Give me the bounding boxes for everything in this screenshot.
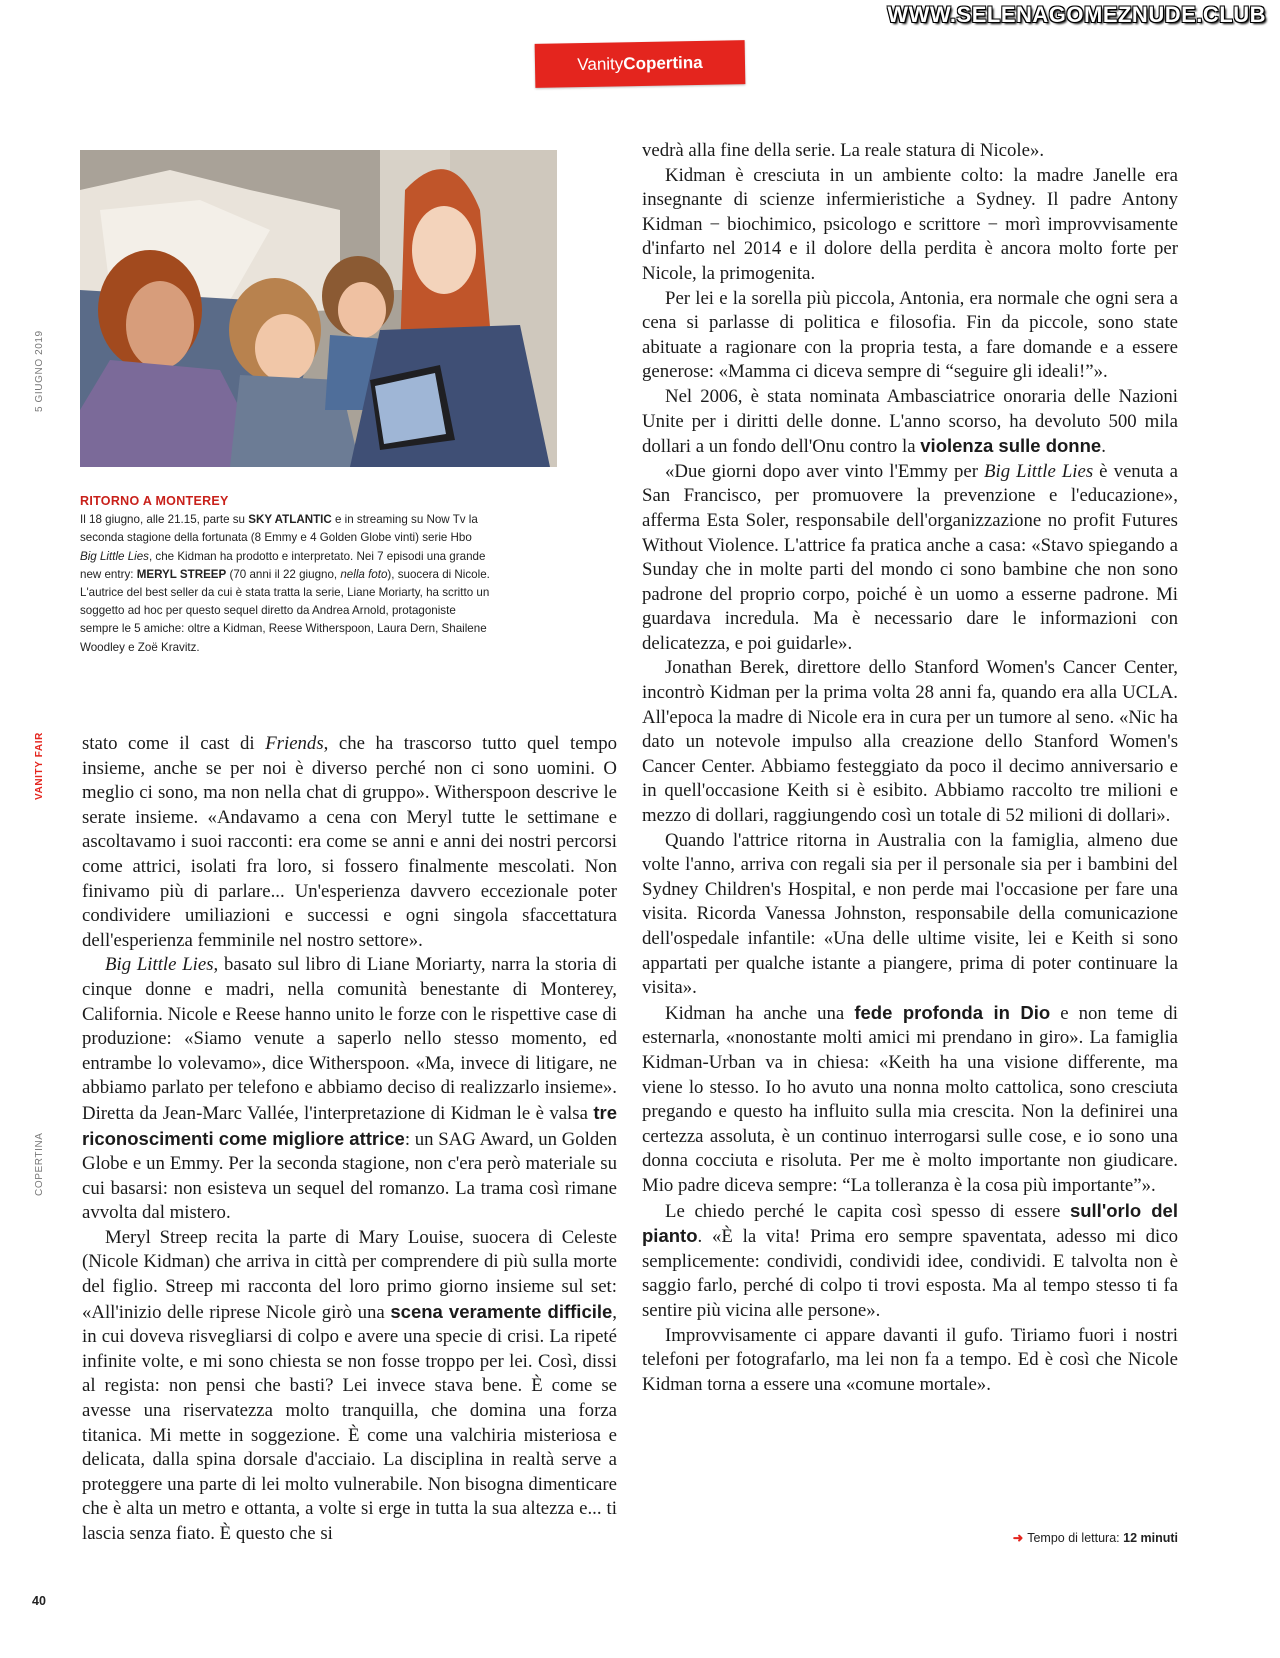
italic-title: Big Little Lies (105, 954, 214, 976)
paragraph-text: , in cui doveva risvegliarsi di colpo e avere una specie di crisi. La ripeté infinite volte, e mi sono chiesta se non fosse troppo per lei. Così, dissi al regista: non pensi che basti? Lei invece stava bene. È come se avesse una riservatezza molto tranquilla, che domina una forza titanica. Mi mette in soggezione. È come una valchiria misteriosa e delicata, dalla spina dorsale d'acciaio. La disciplina in realtà serve a proteggere una parte di lei molto vulnerabile. Non bisogna dimenticare che è alta un metro e ottanta, a volte si erge in tutta la sua altezza e... ti lascia senza fiato. È questo che si (82, 1301, 617, 1544)
paragraph-text: è venuta a San Francisco, per promuovere la prevenzione e l'educazione», afferma Esta Soler, responsabile dell'organizzazione no profit Futures Without Violence. L'attrice fa pratica anche a casa: «Stavo spiegando a Sunday che in molte parti del mondo ci sono bambine che non sono padrone del proprio corpo, poiché è un uomo a esserne padrone. Mi guardava incredula. Ma è necessario dare le informazioni con delicatezza, e poi guidarle». (642, 460, 1179, 654)
photo-caption (80, 492, 490, 657)
caption-text: (70 anni il 22 giugno, (226, 567, 341, 581)
paragraph (82, 1226, 617, 1547)
caption-channel: SKY ATLANTIC (248, 513, 332, 527)
paragraph: Kidman è cresciuta in un ambiente colto: la madre Janelle era insegnante di scienze infermieristiche a Sydney. Il padre Antony Kidman − biochimico, psicologo e scrittore − morì improvvisamente d'infarto nel 2014 e il dolore della perdita è ancora molto forte per Nicole, la primogenita. (642, 164, 1178, 284)
paragraph: Jonathan Berek, direttore dello Stanford Women's Cancer Center, incontrò Kidman per la prima volta 28 anni fa, quando era alla UCLA. All'epoca la madre di Nicole era in cura per un tumore al seno. «Nic ha dato un notevole impulso alla creazione dello Stanford Women's Cancer Center. Abbiamo festeggiato da poco il decimo anniversario e in quell'occasione Keith si è esibito. Abbiamo raccolto tre milioni e mezzo di dollari, raggiungendo così un totale di 52 milioni di dollari». (642, 657, 1178, 827)
paragraph (642, 1199, 1178, 1324)
paragraph-text: Kidman ha anche una (665, 1002, 855, 1024)
caption-photo-ref: nella foto (340, 567, 388, 581)
caption-text: Il 18 giugno, alle 21.15, parte su (80, 513, 249, 527)
highlight-text: violenza sulle donne (920, 435, 1102, 457)
highlight-text: sull'orlo del pianto (642, 1199, 1178, 1247)
paragraph-text: . (1101, 436, 1106, 458)
paragraph-text: stato come il cast di (82, 733, 266, 754)
paragraph-text: Le chiedo perché le capita così spesso di essere (665, 1200, 1070, 1222)
reading-time-value: 12 minuti (1123, 1531, 1178, 1545)
highlight-text: scena veramente difficile (390, 1300, 613, 1322)
reading-time (1013, 1530, 1178, 1545)
caption-text: , che Kidman ha prodotto e interpretato. Nei 7 episodi una grande new entry: (80, 549, 486, 581)
caption-text: ), suocera di Nicole. L'autrice del best seller da cui è stata tratta la serie, Liane Moriarty, ha scritto un soggetto ad hoc per questo sequel diretto da Andrea Arnold, protagoniste sempre le 5 amiche: oltre a Kidman, Reese Witherspoon, Laura Dern, Shailene Woodley e Zoë Kravitz. (80, 567, 490, 654)
caption-body (80, 511, 490, 657)
paragraph-text: : un SAG Award, un Golden Globe e un Emmy. Per la seconda stagione, non c'era però materiale su cui basarsi: non esisteva un sequel del romanzo. La trama così rimane avvolta dal mistero. (82, 1128, 617, 1224)
section-tab-part1: Vanity (577, 54, 624, 75)
section-tab-part2: Copertina (623, 52, 703, 74)
paragraph (642, 1001, 1178, 1199)
article-column-right (642, 139, 1178, 1397)
photo-illustration (80, 150, 557, 467)
cover-photo (80, 150, 557, 467)
italic-title: Big Little Lies (984, 460, 1094, 482)
italic-title: Friends (265, 733, 324, 754)
paragraph-text: . «È la vita! Prima ero sempre spaventata, adesso mi dico semplicemente: condividi, condividi idee, condividi. E talvolta non è saggio farlo, perché di colpo ti trovi esposta. Ma al tempo stesso ti fa sentire più vicina alle persone». (642, 1226, 1178, 1321)
paragraph-text: Meryl Streep recita la parte di Mary Louise, suocera di Celeste (Nicole Kidman) che arriva in città per comprendere di più sulla morte del figlio. Streep mi racconta del loro primo giorno insieme sul set: «All'inizio delle riprese Nicole girò una (82, 1226, 617, 1323)
paragraph: Per lei e la sorella più piccola, Antonia, era normale che ogni sera a cena si parlasse di politica e filosofia. Fin da piccole, sono state abituate a ragionare con la propria testa, a fare domande e a essere generose: «Mamma ci diceva sempre di “seguire gli ideali!”». (642, 287, 1178, 383)
caption-title: RITORNO A MONTEREY (80, 494, 229, 508)
paragraph-text: Nel 2006, è stata nominata Ambasciatrice onoraria delle Nazioni Unite per i diritti delle donne. L'anno scorso, ha devoluto 500 mila dollari a un fondo dell'Onu contro la (642, 385, 1178, 458)
paragraph-text: e non teme di esternarla, «nonostante molti amici mi prendano in giro». La famiglia Kidman-Urban va in chiesa: «Keith ha una visione differente, ma viene lo stesso. Io ho avuto una nonna molto cattolica, sono cresciuta pregando e questo ha influito sulla mia crescita. Non la definirei una certezza assoluta, è un continuo interrogarsi sulle cose, e io sono una donna cocciuta e risoluta. Per me è molto importante non giudicare. Mio padre diceva sempre: “La tolleranza è la cosa più importante”». (642, 1002, 1179, 1196)
watermark: WWW.SELENAGOMEZNUDE.CLUB (887, 2, 1266, 27)
paragraph: Improvvisamente ci appare davanti il gufo. Tiriamo fuori i nostri telefoni per fotografarlo, ma lei non fa a tempo. Ed è così che Nicole Kidman torna a essere una «comune mortale». (642, 1324, 1178, 1395)
paragraph (82, 953, 617, 1226)
sidebar-magazine: VANITY FAIR (34, 732, 45, 800)
paragraph-text: , che ha trascorso tutto quel tempo insieme, anche se per noi è diverso perché non ci sono uomini. O meglio ci sono, ma non nella chat di gruppo». Witherspoon descrive le serate insieme. «Andavamo a cena con Meryl tutte le settimane e ascoltavamo i suoi racconti: era come se anni e anni dei nostri percorsi come attrici, isolati fra loro, si fossero finalmente mescolati. Non finivamo più di parlare... Un'esperienza davvero eccezionale poter condividere umiliazioni e successi e ogni singola sfaccettatura dell'esperienza femminile nel nostro settore». (82, 733, 617, 951)
sidebar-section: COPERTINA (34, 1132, 45, 1196)
section-tab (535, 40, 746, 88)
highlight-text: fede profonda in Dio (854, 1001, 1051, 1023)
paragraph: Quando l'attrice ritorna in Australia con la famiglia, almeno due volte l'anno, arriva con regali sia per il personale sia per i bambini del Sydney Children's Hospital, e non perde mai l'occasione per fare una visita. Ricorda Vanessa Johnston, responsabile della comunicazione dell'ospedale infantile: «Una delle ultime visite, lei e Keith si sono appartati per qualche istante a piangere, prima di poter continuare la visita». (642, 829, 1178, 999)
paragraph (642, 460, 1178, 657)
reading-time-label: Tempo di lettura: (1027, 1531, 1120, 1545)
paragraph (82, 732, 617, 953)
paragraph: vedrà alla fine della serie. La reale statura di Nicole». (642, 140, 1045, 161)
paragraph (642, 385, 1178, 460)
article-column-left (82, 732, 617, 1547)
arrow-right-icon: ➜ (1012, 1531, 1024, 1545)
paragraph-text: , basato sul libro di Liane Moriarty, narra la storia di cinque donne e madri, nella comunità benestante di Monterey, California. Nicole e Reese hanno unito le forze con le rispettive case di produzione: «Siamo venute a saperlo nello stesso momento, ed entrambe lo volevamo», dice Witherspoon. «Ma, invece di litigare, ne abbiamo parlato per telefono e abbiamo deciso di realizzarlo insieme». Diretta da Jean-Marc Vallée, l'interpretazione di Kidman le è valsa (82, 954, 617, 1124)
page-number: 40 (32, 1594, 46, 1608)
caption-actor: MERYL STREEP (136, 567, 227, 581)
sidebar-date: 5 GIUGNO 2019 (34, 330, 45, 412)
highlight-text: tre riconoscimenti come migliore attrice (82, 1101, 617, 1149)
caption-text: e in streaming su Now Tv la seconda stagione della fortunata (8 Emmy e 4 Golden Globe vinti) serie Hbo (80, 513, 478, 545)
paragraph-text: «Due giorni dopo aver vinto l'Emmy per (665, 460, 984, 482)
caption-series-title: Big Little Lies (80, 549, 149, 563)
